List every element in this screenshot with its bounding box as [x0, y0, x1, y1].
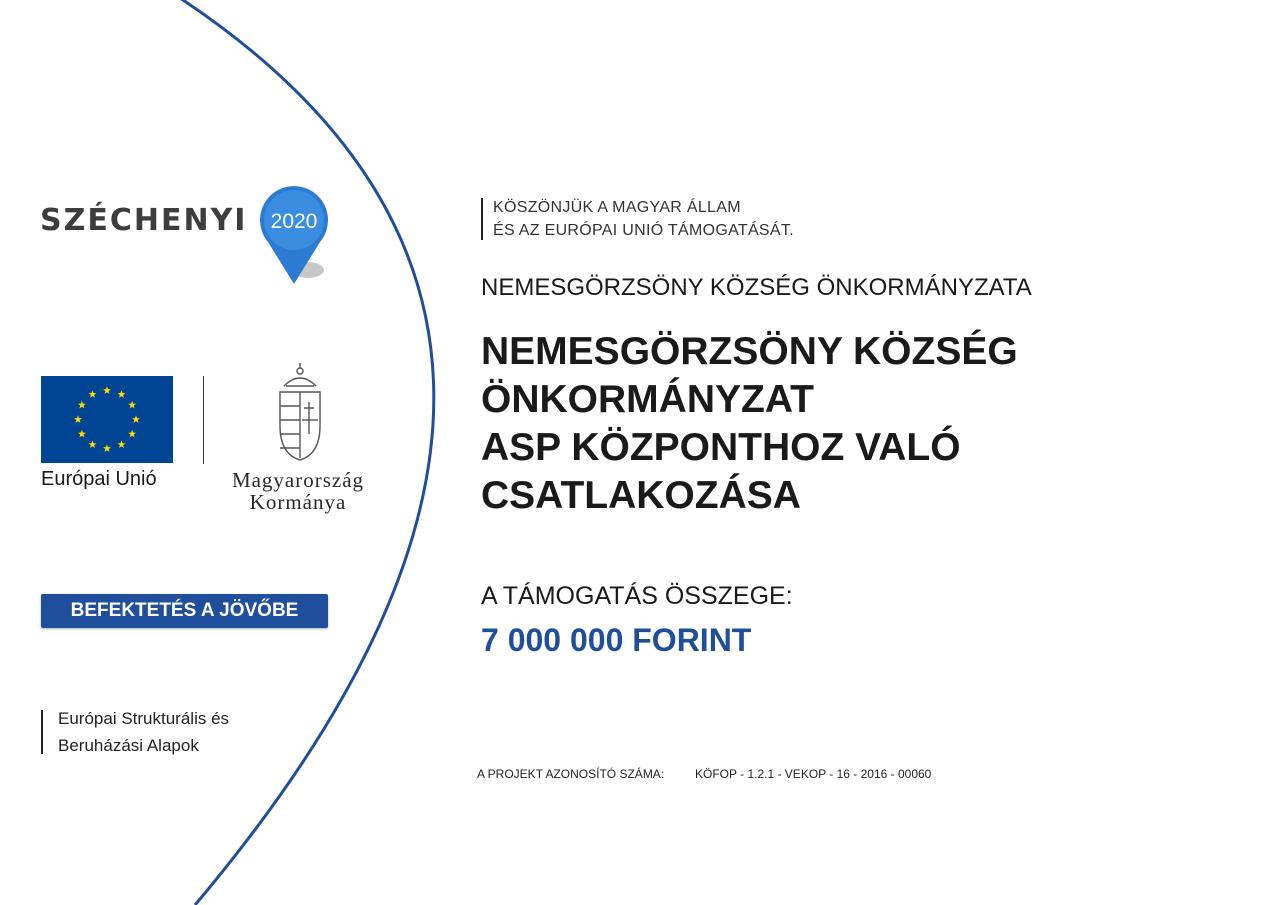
- project-title-line: ÖNKORMÁNYZAT: [481, 378, 814, 421]
- thanks-accent-bar: [481, 198, 483, 240]
- szechenyi-pin-icon: [258, 186, 334, 286]
- eu-label: Európai Unió: [41, 468, 157, 490]
- szechenyi-logo-text: SZÉCHENYI: [40, 203, 248, 238]
- thanks-line2: ÉS AZ EURÓPAI UNIÓ TÁMOGATÁSÁT.: [493, 222, 794, 239]
- government-label-line2: Kormánya: [249, 490, 347, 514]
- fund-label-line1: Európai Strukturális és: [58, 709, 230, 728]
- project-title-line: ASP KÖZPONTHOZ VALÓ: [481, 426, 961, 469]
- invest-slogan-badge: BEFEKTETÉS A JÖVŐBE: [41, 594, 328, 628]
- project-title-line: CSATLAKOZÁSA: [481, 474, 801, 517]
- amount-value: 7 000 000 FORINT: [481, 622, 752, 658]
- beneficiary-name: NEMESGÖRZSÖNY KÖZSÉG ÖNKORMÁNYZATA: [481, 274, 1032, 301]
- szechenyi-year: 2020: [270, 210, 318, 233]
- thanks-line1: KÖSZÖNJÜK A MAGYAR ÁLLAM: [493, 199, 741, 216]
- eu-flag-icon: [41, 376, 173, 463]
- project-title-line: NEMESGÖRZSÖNY KÖZSÉG: [481, 330, 1018, 373]
- hungarian-coat-of-arms-icon: [272, 362, 328, 462]
- project-id-value: KÖFOP - 1.2.1 - VEKOP - 16 - 2016 - 00060: [695, 767, 932, 781]
- logo-divider: [203, 376, 204, 464]
- government-label-line1: Magyarország: [231, 468, 365, 492]
- project-id-label: A PROJEKT AZONOSÍTÓ SZÁMA:: [477, 767, 665, 781]
- project-title: [481, 328, 1018, 520]
- amount-label: A TÁMOGATÁS ÖSSZEGE:: [481, 582, 793, 610]
- fund-label-line2: Beruházási Alapok: [58, 736, 199, 755]
- fund-accent-bar: [41, 710, 43, 754]
